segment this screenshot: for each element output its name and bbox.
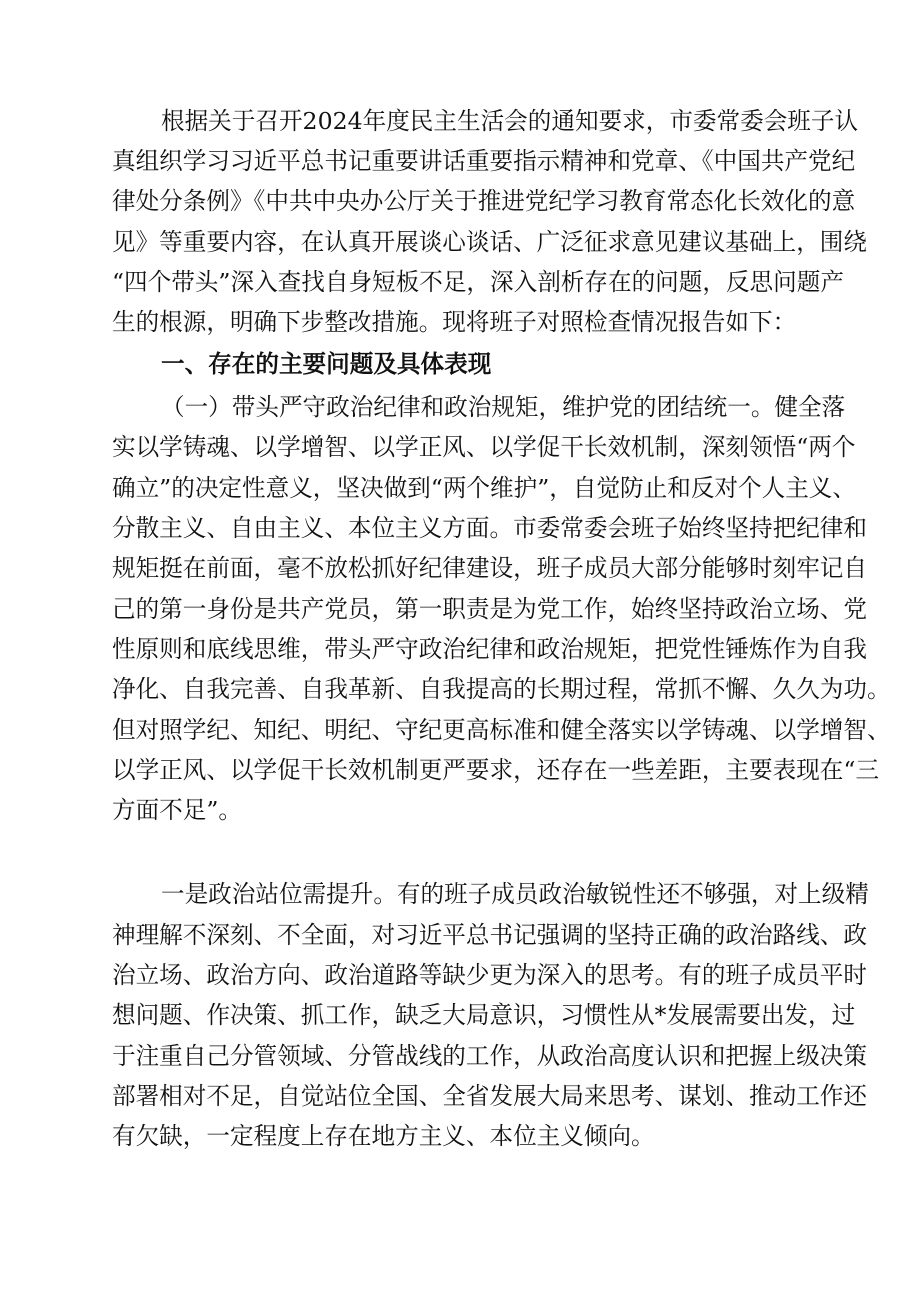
text-line: （一）带头严守政治纪律和政治规矩，维护党的团结统一。健全落 [161, 393, 846, 421]
text-line: 己的第一身份是共产党员，第一职责是为党工作，始终坚持政治立场、党 [112, 595, 867, 623]
text-line: 生的根源，明确下步整改措施。现将班子对照检查情况报告如下： [112, 308, 797, 336]
text-line: 律处分条例》《中共中央办公厅关于推进党纪学习教育常态化长效化的意 [112, 187, 856, 215]
text-line: 治立场、政治方向、政治道路等缺少更为深入的思考。有的班子成员平时 [112, 961, 867, 989]
text-line: 净化、自我完善、自我革新、自我提高的长期过程，常抓不懈、久久为功。 [112, 675, 891, 703]
text-line: 以学正风、以学促干长效机制更严要求，还存在一些差距，主要表现在“三 [112, 756, 880, 784]
text-line: 见》等重要内容，在认真开展谈心谈话、广泛征求意见建议基础上，围绕 [112, 228, 867, 256]
text-line: 于注重自己分管领域、分管战线的工作，从政治高度认识和把握上级决策 [112, 1042, 867, 1070]
text-line: 实以学铸魂、以学增智、以学正风、以学促干长效机制，深刻领悟“两个 [112, 433, 856, 461]
text-line: 一是政治站位需提升。有的班子成员政治敏锐性还不够强，对上级精 [161, 880, 869, 908]
text-line: 确立”的决定性意义，坚决做到“两个维护”，自觉防止和反对个人主义、 [112, 474, 856, 502]
text-line: 部署相对不足，自觉站位全国、全省发展大局来思考、谋划、推动工作还 [112, 1082, 867, 1110]
text-line: 分散主义、自由主义、本位主义方面。市委常委会班子始终坚持把纪律和 [112, 514, 867, 542]
text-line: 有欠缺，一定程度上存在地方主义、本位主义倾向。 [112, 1122, 655, 1150]
text-line: 性原则和底线思维，带头严守政治纪律和政治规矩，把党性锤炼作为自我 [112, 635, 867, 663]
text-line: 规矩挺在前面，毫不放松抓好纪律建设，班子成员大部分能够时刻牢记自 [112, 554, 867, 582]
text-line: 想问题、作决策、抓工作，缺乏大局意识，习惯性从*发展需要出发，过 [112, 1001, 856, 1029]
text-line: “四个带头”深入查找自身短板不足，深入剖析存在的问题，反思问题产 [112, 268, 844, 296]
text-line: 但对照学纪、知纪、明纪、守纪更高标准和健全落实以学铸魂、以学增智、 [112, 716, 891, 744]
section-heading: 一、存在的主要问题及具体表现 [161, 350, 492, 378]
text-line: 根据关于召开2024年度民主生活会的通知要求，市委常委会班子认 [161, 107, 859, 135]
text-line: 神理解不深刻、不全面，对习近平总书记强调的坚持正确的政治路线、政 [112, 921, 867, 949]
text-line: 真组织学习习近平总书记重要讲话重要指示精神和党章、《中国共产党纪 [112, 147, 856, 175]
text-line: 方面不足”。 [112, 796, 243, 824]
